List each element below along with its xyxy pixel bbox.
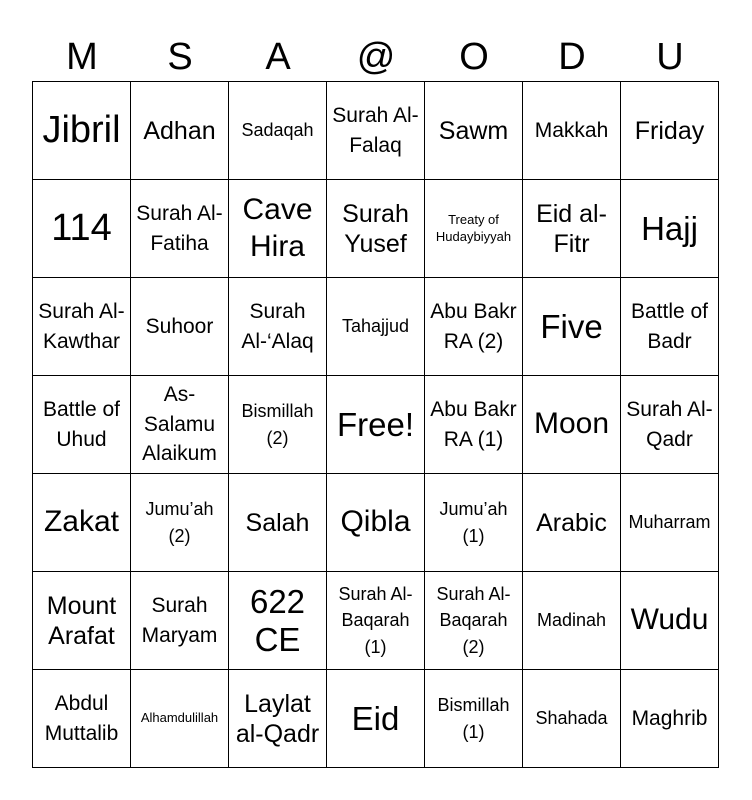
bingo-cell-text: Moon — [533, 407, 610, 441]
header-letter: A — [265, 36, 291, 78]
bingo-cell[interactable] — [33, 180, 131, 278]
bingo-cell-text: Muharram — [628, 512, 711, 533]
bingo-cell[interactable] — [621, 82, 719, 180]
bingo-cell-text: Bismillah (2) — [241, 401, 314, 448]
bingo-cell-text: Battle of Badr — [630, 300, 709, 353]
bingo-cell[interactable] — [425, 572, 523, 670]
header-letter: D — [558, 36, 586, 78]
bingo-cell-text: Free! — [336, 405, 415, 443]
header-letter: @ — [356, 36, 396, 78]
header-letter: U — [656, 36, 684, 78]
bingo-cell-text: Makkah — [534, 118, 609, 142]
bingo-cell[interactable] — [621, 670, 719, 768]
bingo-cell-text: Eid al-Fitr — [536, 199, 607, 258]
bingo-cell[interactable] — [131, 670, 229, 768]
bingo-cell-text: Tahajjud — [341, 316, 410, 337]
bingo-cell[interactable] — [229, 670, 327, 768]
bingo-cell[interactable] — [425, 82, 523, 180]
bingo-cell-text: Madinah — [536, 610, 607, 631]
bingo-cell-text: Five — [540, 307, 603, 345]
bingo-cell-text: Wudu — [630, 603, 709, 637]
bingo-cell[interactable] — [229, 474, 327, 572]
bingo-cell[interactable] — [327, 572, 425, 670]
bingo-cell-text: Surah Al-Fatiha — [136, 202, 223, 255]
bingo-cell-text: Surah Al-Kawthar — [38, 300, 125, 353]
header-letter: M — [66, 36, 98, 78]
bingo-cell[interactable] — [327, 82, 425, 180]
bingo-cell-text: Laylat al-Qadr — [235, 689, 320, 748]
bingo-cell[interactable] — [327, 670, 425, 768]
bingo-cell-text: Eid — [351, 699, 400, 737]
bingo-cell[interactable] — [33, 82, 131, 180]
bingo-cell-text: 114 — [51, 206, 112, 249]
bingo-cell[interactable] — [131, 572, 229, 670]
bingo-cell[interactable] — [229, 82, 327, 180]
bingo-cell-text: Alhamdulillah — [140, 710, 219, 726]
bingo-cell-text: Shahada — [535, 708, 608, 729]
bingo-cell[interactable] — [621, 278, 719, 376]
bingo-cell-text: Surah Al-‘Alaq — [241, 300, 314, 353]
bingo-cell[interactable] — [131, 82, 229, 180]
bingo-cell-text: Abdul Muttalib — [44, 692, 119, 745]
bingo-cell[interactable] — [33, 572, 131, 670]
bingo-cell-text: Suhoor — [145, 314, 214, 338]
bingo-cell[interactable] — [33, 670, 131, 768]
bingo-cell[interactable] — [523, 572, 621, 670]
bingo-cell[interactable] — [523, 474, 621, 572]
bingo-cell[interactable] — [621, 474, 719, 572]
bingo-cell[interactable] — [229, 376, 327, 474]
bingo-cell[interactable] — [131, 278, 229, 376]
bingo-cell-text: Surah Yusef — [342, 199, 409, 258]
bingo-cell[interactable] — [33, 376, 131, 474]
header-letter: O — [459, 36, 489, 78]
bingo-cell[interactable] — [327, 180, 425, 278]
bingo-cell-text: Sawm — [438, 116, 509, 145]
bingo-cell-text: Salah — [245, 508, 310, 537]
bingo-cell-text: 622 CE — [249, 582, 306, 658]
bingo-cell[interactable] — [229, 180, 327, 278]
bingo-cell-text: Qibla — [340, 505, 411, 539]
bingo-cell-text: Cave Hira — [242, 192, 313, 263]
bingo-cell[interactable] — [33, 474, 131, 572]
bingo-cell[interactable] — [131, 474, 229, 572]
bingo-cell[interactable] — [523, 180, 621, 278]
bingo-cell[interactable] — [523, 670, 621, 768]
bingo-board — [32, 81, 719, 768]
bingo-cell-text: Treaty of Hudaybiyyah — [435, 211, 512, 244]
bingo-cell[interactable] — [425, 376, 523, 474]
bingo-cell-text: Battle of Uhud — [42, 398, 121, 451]
bingo-cell[interactable] — [229, 278, 327, 376]
bingo-cell[interactable] — [425, 278, 523, 376]
bingo-cell-text: Abu Bakr RA (1) — [430, 398, 517, 451]
bingo-cell[interactable] — [131, 180, 229, 278]
bingo-cell-text: Zakat — [43, 505, 120, 539]
bingo-cell-text: Mount Arafat — [46, 591, 117, 650]
bingo-cell-text: Jibril — [42, 108, 121, 151]
bingo-cell[interactable] — [327, 474, 425, 572]
bingo-cell[interactable] — [621, 572, 719, 670]
bingo-cell[interactable] — [327, 376, 425, 474]
bingo-cell-text: Surah Al-Qadr — [626, 398, 713, 451]
bingo-header — [33, 32, 719, 82]
bingo-cell[interactable] — [327, 278, 425, 376]
header-letter: S — [167, 36, 193, 78]
bingo-cell[interactable] — [621, 180, 719, 278]
bingo-cell-text: As-Salamu Alaikum — [142, 383, 217, 466]
bingo-cell-text: Surah Maryam — [141, 594, 218, 647]
bingo-cell-text: Surah Al-Falaq — [332, 104, 419, 157]
bingo-cell-text: Maghrib — [631, 706, 708, 730]
bingo-cell[interactable] — [33, 278, 131, 376]
bingo-cell[interactable] — [621, 376, 719, 474]
bingo-cell[interactable] — [425, 474, 523, 572]
bingo-cell[interactable] — [523, 82, 621, 180]
bingo-cell[interactable] — [229, 572, 327, 670]
bingo-cell-text: Bismillah (1) — [437, 695, 510, 742]
bingo-cell[interactable] — [523, 376, 621, 474]
bingo-cell[interactable] — [425, 670, 523, 768]
bingo-cell-text: Abu Bakr RA (2) — [430, 300, 517, 353]
bingo-cell[interactable] — [131, 376, 229, 474]
bingo-cell[interactable] — [523, 278, 621, 376]
bingo-cell-text: Hajj — [641, 209, 698, 247]
bingo-cell-text: Surah Al-Baqarah (2) — [436, 584, 511, 657]
bingo-cell-text: Jumu’ah (1) — [439, 499, 508, 546]
bingo-cell-text: Jumu’ah (2) — [145, 499, 214, 546]
bingo-cell-text: Adhan — [143, 116, 216, 145]
bingo-cell-text: Arabic — [536, 508, 607, 537]
bingo-cell[interactable] — [425, 180, 523, 278]
bingo-cell-text: Sadaqah — [241, 120, 314, 141]
bingo-cell-text: Friday — [634, 116, 705, 145]
bingo-cell-text: Surah Al-Baqarah (1) — [338, 584, 413, 657]
